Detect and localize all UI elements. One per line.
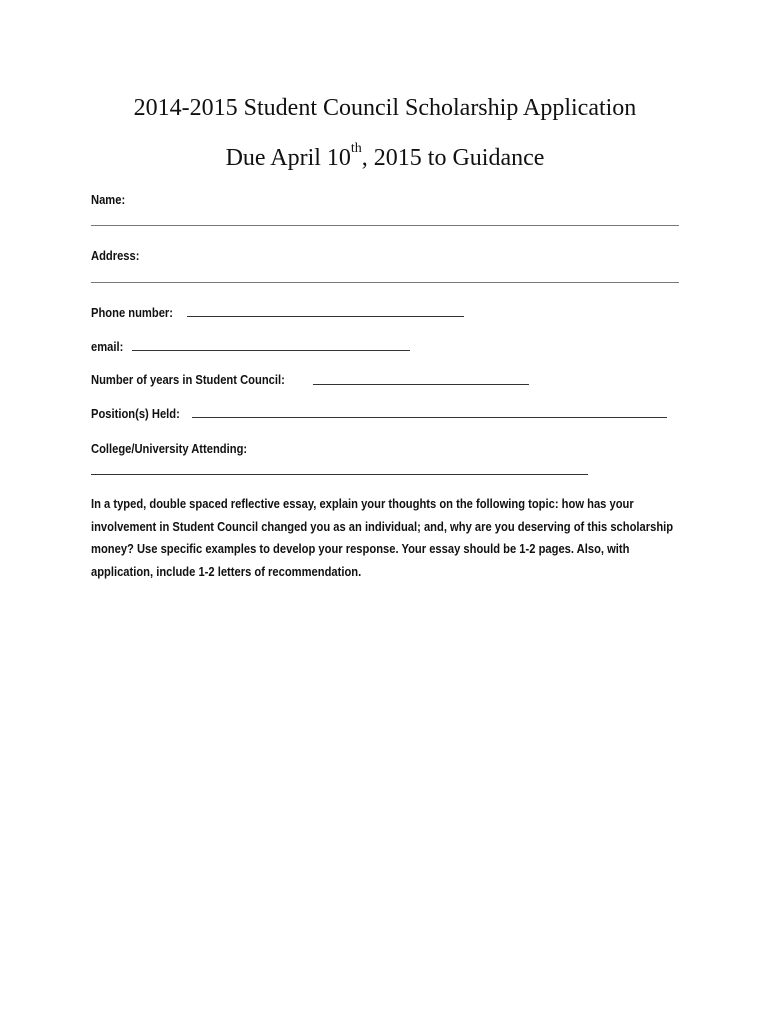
years-label: Number of years in Student Council: xyxy=(91,372,285,387)
address-label: Address: xyxy=(91,248,140,263)
due-date-ordinal: th xyxy=(350,141,362,156)
phone-label: Phone number: xyxy=(91,305,173,320)
college-field-line[interactable] xyxy=(91,474,588,475)
name-field-line[interactable] xyxy=(91,225,679,226)
phone-field-line[interactable] xyxy=(187,316,464,317)
positions-label: Position(s) Held: xyxy=(91,406,180,421)
email-field-line[interactable] xyxy=(132,350,410,351)
positions-field-line[interactable] xyxy=(192,417,667,418)
years-field-line[interactable] xyxy=(313,384,529,385)
email-label: email: xyxy=(91,339,124,354)
name-label: Name: xyxy=(91,192,126,207)
due-date-suffix: , 2015 to Guidance xyxy=(361,145,545,171)
college-label: College/University Attending: xyxy=(91,441,248,456)
essay-instructions: In a typed, double spaced reflective essay, explain your thoughts on the following topic: how has your involvement in Student Council changed you as an individual; and, why are you deserving of this scholarship money? Use specific examples to develop your response. Your essay should be 1-2 pages. Also, with application, include 1-2 letters of recommendation. xyxy=(91,496,674,579)
due-date-prefix: Due April 10 xyxy=(225,145,351,171)
address-field-line[interactable] xyxy=(91,282,679,283)
due-date-heading xyxy=(0,141,770,172)
page-title: 2014-2015 Student Council Scholarship Application xyxy=(133,95,637,121)
